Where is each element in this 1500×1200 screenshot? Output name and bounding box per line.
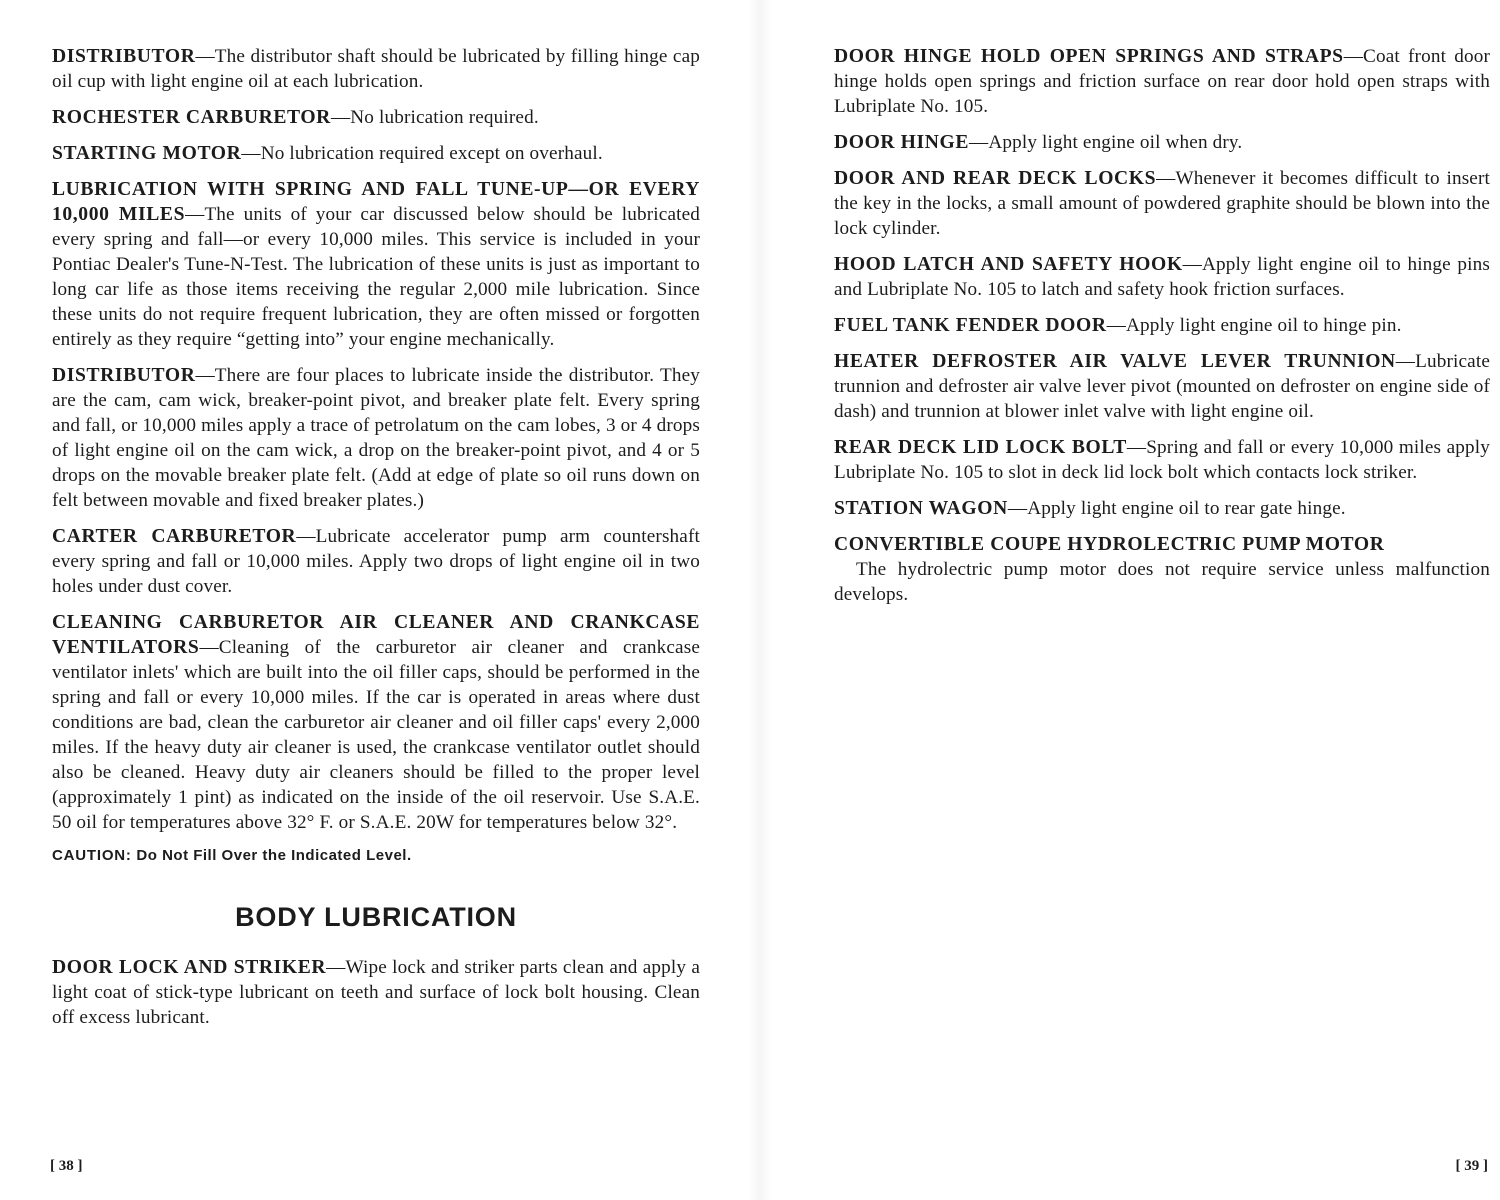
entry-text: Wipe lock and striker parts clean and apply a light coat of stick-type lubricant on teeth and surface of lock bolt housing. Clean off excess lubricant. [52, 957, 700, 1028]
entry-station-wagon [834, 496, 1490, 521]
em-dash: — [199, 637, 219, 658]
entry-heading: DOOR AND REAR DECK LOCKS [834, 168, 1157, 189]
em-dash: — [1156, 168, 1176, 189]
entry-text: Cleaning of the carburetor air cleaner and crankcase ventilator inlets' which are built into the oil filler caps, should be performed in the spring and fall or every 10,000 miles. If the car is operated in areas where dust conditions are bad, clean the carburetor air cleaner and oil filler caps' every 2,000 miles. If the heavy duty air cleaner is used, the crankcase ventilator outlet should also be cleaned. Heavy duty air cleaners should be filled to the proper level (approximately 1 pint) as indicated on the inside of the oil reservoir. Use S.A.E. 50 oil for temperatures above 32° F. or S.A.E. 20W for temperatures below 32°. [52, 637, 700, 833]
em-dash: — [195, 365, 215, 386]
em-dash: — [1343, 46, 1364, 67]
entry-heading: REAR DECK LID LOCK BOLT [834, 437, 1127, 458]
em-dash: — [1007, 498, 1028, 519]
em-dash: — [185, 204, 205, 225]
entry-text: The units of your car discussed below should be lubricated every spring and fall—or every 10,000 miles. This service is included in your Pontiac Dealer's Tune-N-Test. The lubrication of these units is just as important to long car life as those items receiving the regular 2,000 mile lubrication. Since these units do not require frequent lubrication, they are often missed or forgotten entirely as they require “getting into” your engine mechanically. [52, 204, 701, 350]
right-page [760, 0, 1500, 1200]
em-dash: — [1395, 351, 1416, 372]
entry-hood-latch [834, 252, 1490, 302]
em-dash: — [330, 107, 351, 128]
page-number-left: [ 38 ] [50, 1158, 83, 1174]
entry-door-deck-locks [834, 166, 1490, 241]
entry-text: Apply light engine oil when dry. [988, 132, 1243, 153]
entry-heading: DISTRIBUTOR [52, 46, 196, 67]
entry-text: Spring and fall or every 10,000 miles apply Lubriplate No. 105 to slot in deck lid lock bolt which contacts lock striker. [834, 437, 1491, 483]
entry-distributor-shaft [52, 44, 700, 94]
em-dash: — [195, 46, 215, 67]
entry-air-cleaner-ventilators [52, 610, 700, 835]
entry-heading: DOOR HINGE HOLD OPEN SPRINGS AND STRAPS [834, 46, 1344, 67]
left-page-column [52, 44, 700, 1041]
em-dash: — [296, 526, 316, 547]
entry-door-lock-striker [52, 955, 700, 1030]
entry-heading: DISTRIBUTOR [52, 365, 196, 386]
entry-heading: FUEL TANK FENDER DOOR [834, 315, 1107, 336]
entry-text: Lubricate accelerator pump arm countershaft every spring and fall or 10,000 miles. Apply two drops of light engine oil in two holes under dust cover. [52, 526, 700, 597]
em-dash: — [1126, 437, 1147, 458]
entry-heading: DOOR LOCK AND STRIKER [52, 957, 327, 978]
entry-heading: CONVERTIBLE COUPE HYDROLECTRIC PUMP MOTOR [834, 534, 1385, 555]
entry-heading: STARTING MOTOR [52, 143, 242, 164]
entry-text: Apply light engine oil to hinge pins and Lubriplate No. 105 to latch and safety hook friction surfaces. [834, 254, 1490, 300]
entry-text: Apply light engine oil to rear gate hinge. [1027, 498, 1346, 519]
entry-text: Whenever it becomes difficult to insert the key in the locks, a small amount of powdered graphite should be blown into the lock cylinder. [834, 168, 1490, 239]
entry-text: Coat front door hinge holds open springs and friction surface on rear door hold open straps with Lubriplate No. 105. [834, 46, 1490, 117]
entry-heater-defroster [834, 349, 1490, 424]
entry-heading: CLEANING CARBURETOR AIR CLEANER AND CRANKCASE VENTILATORS [52, 612, 700, 658]
em-dash: — [1106, 315, 1126, 336]
caution-label: CAUTION: [52, 847, 132, 864]
caution-text: Do Not Fill Over the Indicated Level. [136, 847, 412, 864]
entry-heading: LUBRICATION WITH SPRING AND FALL TUNE-UP—OR EVERY 10,000 MILES [52, 179, 700, 225]
entry-heading: HEATER DEFROSTER AIR VALVE LEVER TRUNNION [834, 351, 1396, 372]
entry-tune-up-lubrication [52, 177, 700, 352]
entry-convertible-pump-text [834, 557, 1490, 607]
entry-heading: DOOR HINGE [834, 132, 970, 153]
em-dash: — [326, 957, 346, 978]
entry-door-hinge [834, 130, 1490, 155]
entry-text: Lubricate trunnion and defroster air valve lever pivot (mounted on defroster on engine side of dash) and trunnion at blower inlet valve with light engine oil. [834, 351, 1490, 422]
caution-note [52, 847, 700, 864]
entry-heading: ROCHESTER CARBURETOR [52, 107, 331, 128]
entry-fuel-tank-door [834, 313, 1490, 338]
em-dash: — [1182, 254, 1203, 275]
entry-text: No lubrication required except on overhaul. [260, 143, 603, 164]
entry-heading: HOOD LATCH AND SAFETY HOOK [834, 254, 1183, 275]
entry-door-hinge-springs [834, 44, 1490, 119]
section-title-body-lubrication: BODY LUBRICATION [235, 902, 517, 932]
entry-text: There are four places to lubricate inside the distributor. They are the cam, cam wick, breaker-point pivot, and breaker plate felt. Every spring and fall, or 10,000 miles apply a trace of petrolatum on the cam lobes, 3 or 4 drops of light engine oil on the cam wick, a drop on the breaker-point pivot, and 4 or 5 drops on the movable breaker plate felt. (Add at edge of plate so oil runs down on felt between movable and fixed breaker plates.) [52, 365, 700, 511]
entry-rear-deck-lock-bolt [834, 435, 1490, 485]
right-page-column [834, 44, 1490, 618]
entry-distributor-inside [52, 363, 700, 513]
page-number-right: [ 39 ] [1455, 1158, 1488, 1174]
em-dash: — [241, 143, 261, 164]
entry-carter-carburetor [52, 524, 700, 599]
entry-text: The hydrolectric pump motor does not require service unless malfunction develops. [834, 559, 1490, 605]
entry-starting-motor [52, 141, 700, 166]
entry-text: The distributor shaft should be lubricated by filling hinge cap oil cup with light engine oil at each lubrication. [52, 46, 700, 92]
entry-convertible-pump [834, 532, 1490, 557]
entry-rochester-carburetor [52, 105, 700, 130]
entry-text: No lubrication required. [350, 107, 539, 128]
entry-heading: STATION WAGON [834, 498, 1008, 519]
entry-heading: CARTER CARBURETOR [52, 526, 297, 547]
em-dash: — [969, 132, 989, 153]
entry-text: Apply light engine oil to hinge pin. [1125, 315, 1402, 336]
